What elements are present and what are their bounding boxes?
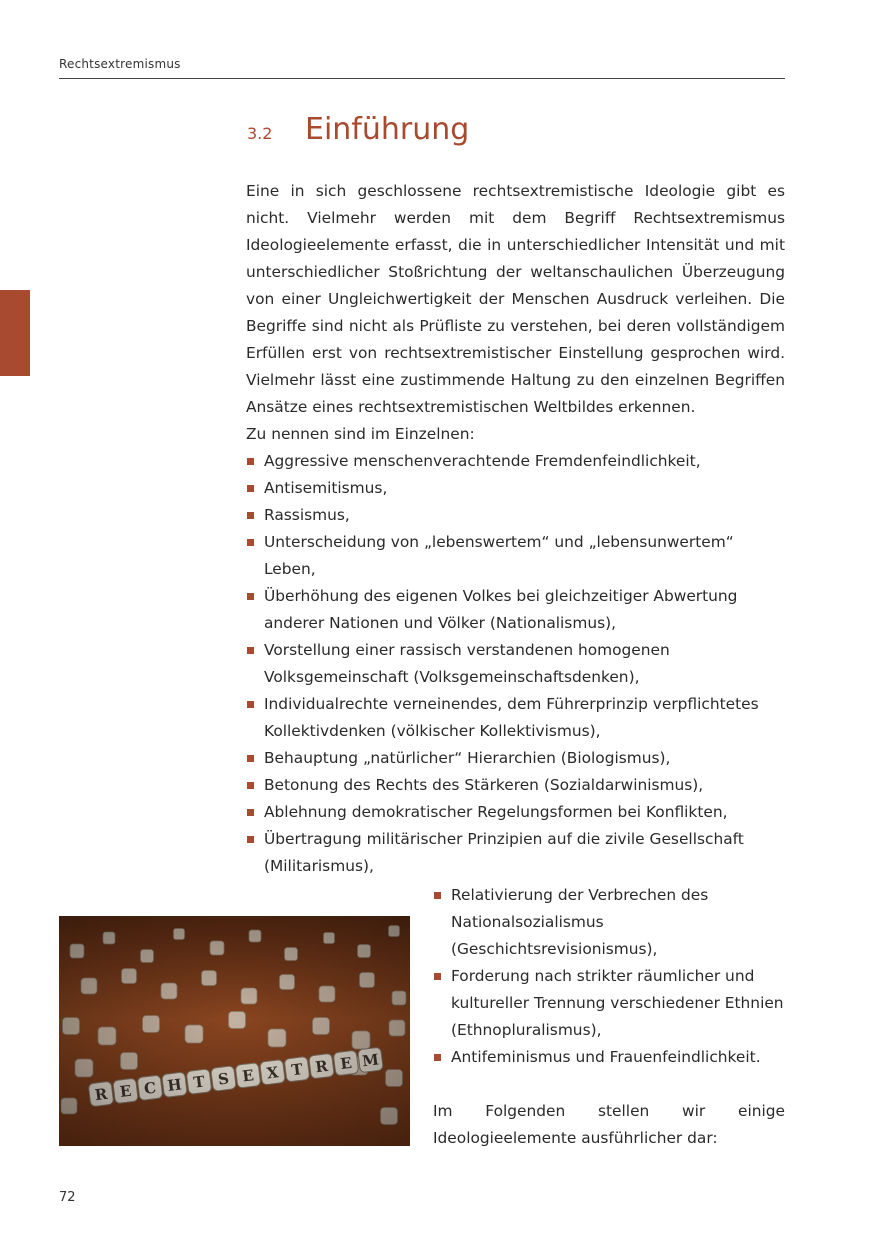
list-item: Behauptung „natürlicher“ Hierarchien (Biologismus), [246,745,785,772]
list-item: Antifeminismus und Frauenfeindlichkeit. [433,1044,785,1071]
list-item: Relativierung der Verbrechen des Nationalsozialismus (Geschichtsrevisionismus), [433,882,785,963]
running-head: Rechtsextremismus [59,57,181,71]
ideology-list-side [433,882,785,1071]
body-text [246,178,785,880]
page-number: 72 [59,1190,76,1205]
list-item: Forderung nach strikter räumlicher und kultureller Trennung verschiedener Ethnien (Ethnopluralismus), [433,963,785,1044]
section-number: 3.2 [247,124,273,143]
list-item: Überhöhung des eigenen Volkes bei gleichzeitiger Abwertung anderer Nationen und Völker (Nationalismus), [246,583,785,637]
letter-dice-photo [59,916,410,1146]
section-heading [247,112,469,147]
closing-paragraph: Im Folgenden stellen wir einige Ideologieelemente ausführlicher dar: [433,1102,785,1147]
list-item: Vorstellung einer rassisch verstandenen homogenen Volksgemeinschaft (Volksgemeinschaftsdenken), [246,637,785,691]
list-item: Betonung des Rechts des Stärkeren (Sozialdarwinismus), [246,772,785,799]
chapter-tab-marker [0,290,30,376]
list-item: Aggressive menschenverachtende Fremdenfeindlichkeit, [246,448,785,475]
intro-paragraph: Eine in sich geschlossene rechtsextremistische Ideologie gibt es nicht. Vielmehr werden mit dem Begriff Rechtsextremismus Ideologieelemente erfasst, die in unterschiedlicher Intensität und mit unterschiedlicher Stoßrichtung der weltanschaulichen Überzeugung von einer Ungleichwertigkeit der Menschen Ausdruck verleihen. Die Begriffe sind nicht als Prüfliste zu verstehen, bei deren vollständigem Erfüllen erst von rechtsextremistischer Einstellung gesprochen wird. Vielmehr lässt eine zustimmende Haltung zu den einzelnen Begriffen Ansätze eines rechtsextremistischen Weltbildes erkennen. [246,182,785,416]
body-text-continued [433,882,785,1152]
list-item: Individualrechte verneinendes, dem Führerprinzip verpflichtetes Kollektivdenken (völkischer Kollektivismus), [246,691,785,745]
section-title: Einführung [305,112,470,147]
list-item: Übertragung militärischer Prinzipien auf die zivile Gesellschaft (Militarismus), [246,826,785,880]
intro-lead-in: Zu nennen sind im Einzelnen: [246,425,475,443]
header-rule [59,78,785,79]
list-item: Antisemitismus, [246,475,785,502]
list-item: Unterscheidung von „lebenswertem“ und „lebensunwertem“ Leben, [246,529,785,583]
list-item: Rassismus, [246,502,785,529]
list-item: Ablehnung demokratischer Regelungsformen bei Konflikten, [246,799,785,826]
ideology-list-main [246,448,785,880]
